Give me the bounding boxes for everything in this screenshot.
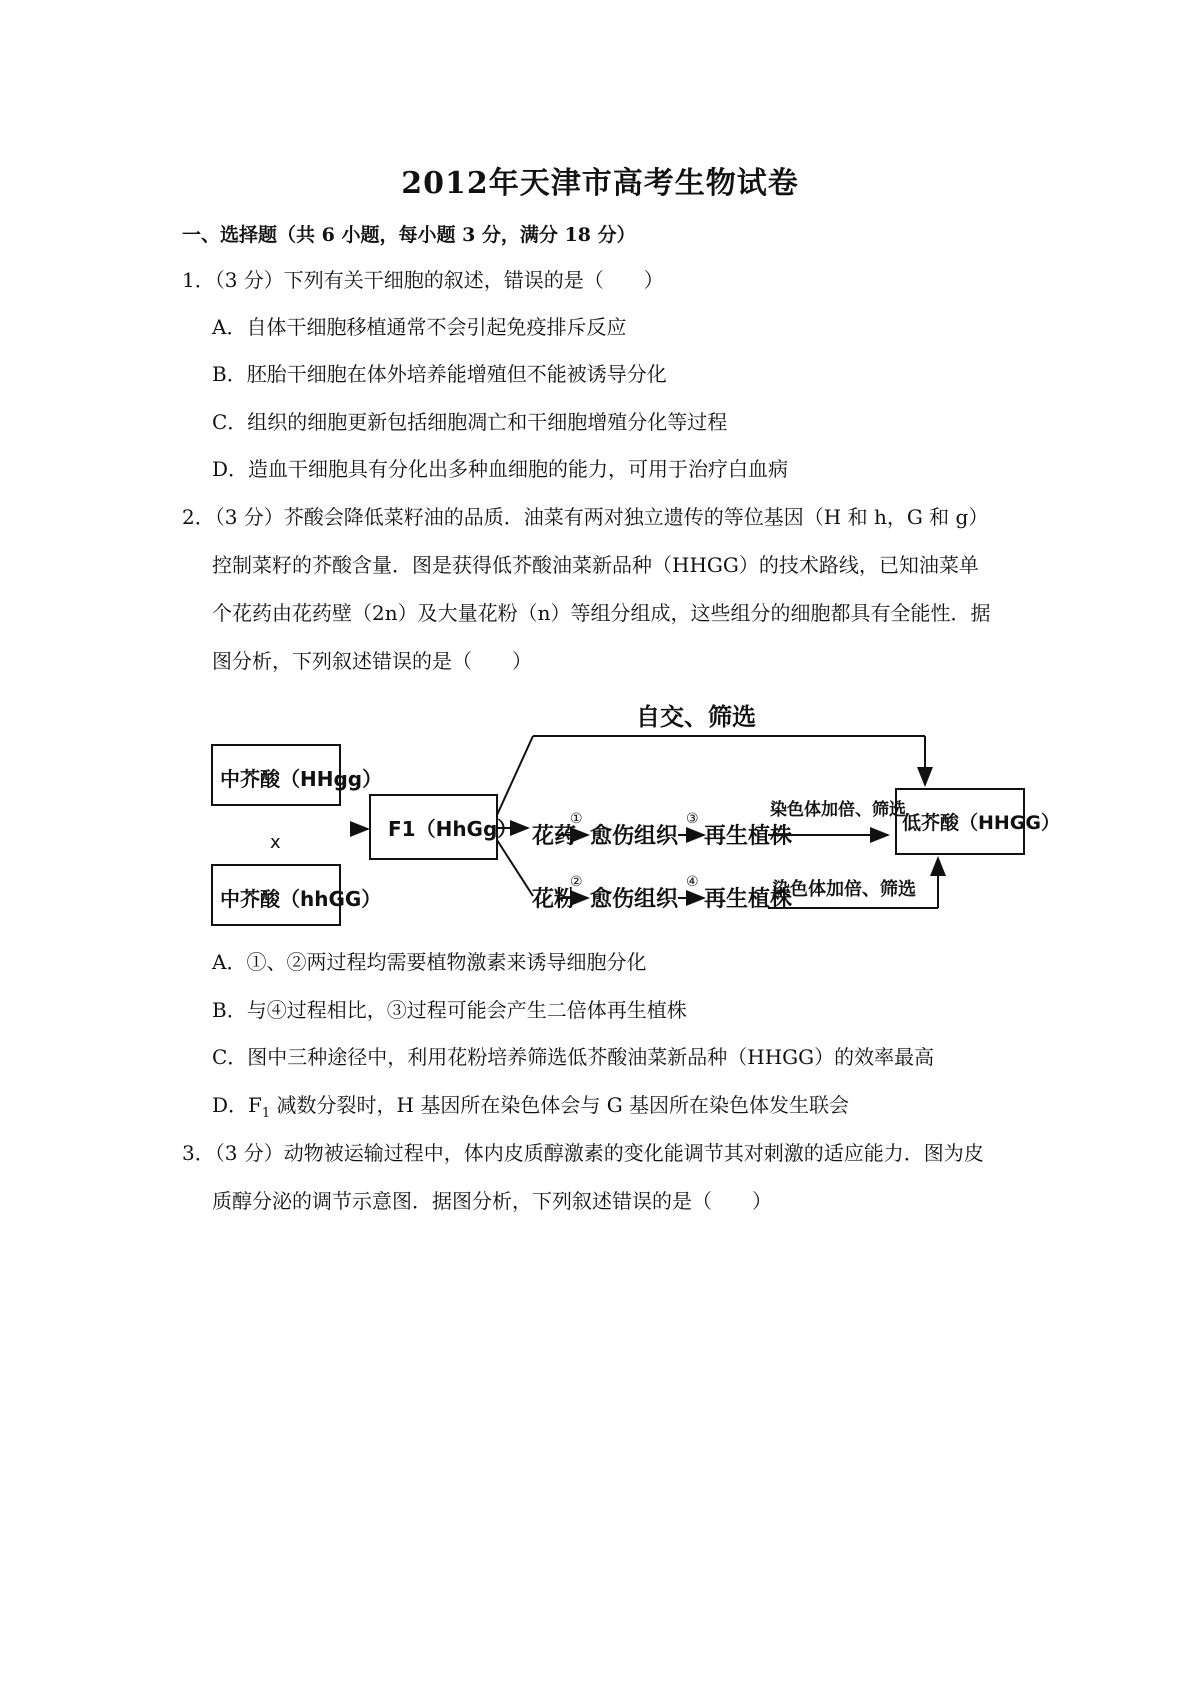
q1-option-c: C．组织的细胞更新包括细胞凋亡和干细胞增殖分化等过程	[212, 410, 728, 434]
parent1-label: 中芥酸（HHgg）	[220, 767, 383, 791]
anther-process-label: 染色体加倍、筛选	[770, 800, 906, 820]
q2-option-d-subscript: 1	[261, 1106, 271, 1121]
step2-marker: ②	[570, 874, 583, 890]
pollen-callus-label: 愈伤组织	[590, 887, 679, 912]
q2-option-d-text: 减数分裂时，H 基因所在染色体会与 G 基因所在染色体发生联会	[270, 1093, 850, 1117]
q3-stem-line-1: 3．（3 分）动物被运输过程中，体内皮质醇激素的变化能调节其对刺激的适应能力．图为皮	[182, 1141, 984, 1165]
anther-label: 花药	[532, 824, 577, 849]
q2-option-d	[212, 1091, 849, 1128]
q3-stem-line-2: 质醇分泌的调节示意图．据图分析，下列叙述错误的是（ ）	[212, 1189, 772, 1213]
section-heading: 一、选择题（共 6 小题，每小题 3 分，满分 18 分）	[182, 224, 636, 246]
q2-option-a: A．①、②两过程均需要植物激素来诱导细胞分化	[212, 950, 647, 974]
f1-label: F1（HhGg）	[388, 817, 518, 841]
page-title: 2012年天津市高考生物试卷	[401, 166, 799, 201]
q2-stem-line-3: 个花药由花药壁（2n）及大量花粉（n）等组分组成，这些组分的细胞都具有全能性．据	[212, 601, 991, 625]
q2-option-c: C．图中三种途径中，利用花粉培养筛选低芥酸油菜新品种（HHGG）的效率最高	[212, 1045, 935, 1069]
q2-option-b: B．与④过程相比，③过程可能会产生二倍体再生植株	[212, 998, 687, 1022]
q2-stem-line-2: 控制菜籽的芥酸含量．图是获得低芥酸油菜新品种（HHGG）的技术路线，已知油菜单	[212, 553, 979, 577]
result-label: 低芥酸（HHGG）	[902, 812, 1060, 834]
step1-marker: ①	[570, 811, 583, 827]
q1-stem: 1．（3 分）下列有关干细胞的叙述，错误的是（ ）	[182, 268, 664, 292]
q1-option-d: D．造血干细胞具有分化出多种血细胞的能力，可用于治疗白血病	[212, 457, 789, 481]
pollen-plant-label: 再生植株	[704, 887, 793, 912]
pollen-label: 花粉	[532, 887, 577, 912]
q2-option-d-prefix: D．F	[212, 1093, 262, 1117]
pollen-process-label: 染色体加倍、筛选	[772, 879, 916, 900]
step4-marker: ④	[686, 874, 699, 890]
top-route-label: 自交、筛选	[636, 703, 756, 731]
q1-option-a: A．自体干细胞移植通常不会引起免疫排斥反应	[212, 315, 627, 339]
q1-option-b: B．胚胎干细胞在体外培养能增殖但不能被诱导分化	[212, 362, 667, 386]
q2-stem-line-1: 2．（3 分）芥酸会降低菜籽油的品质．油菜有两对独立遗传的等位基因（H 和 h，G 和 g）	[182, 505, 989, 529]
anther-plant-label: 再生植株	[704, 824, 793, 849]
parent2-label: 中芥酸（hhGG）	[220, 887, 382, 911]
anther-callus-label: 愈伤组织	[590, 824, 679, 849]
q2-stem-line-4: 图分析，下列叙述错误的是（ ）	[212, 649, 532, 673]
step3-marker: ③	[686, 811, 699, 827]
cross-symbol: x	[270, 832, 281, 853]
